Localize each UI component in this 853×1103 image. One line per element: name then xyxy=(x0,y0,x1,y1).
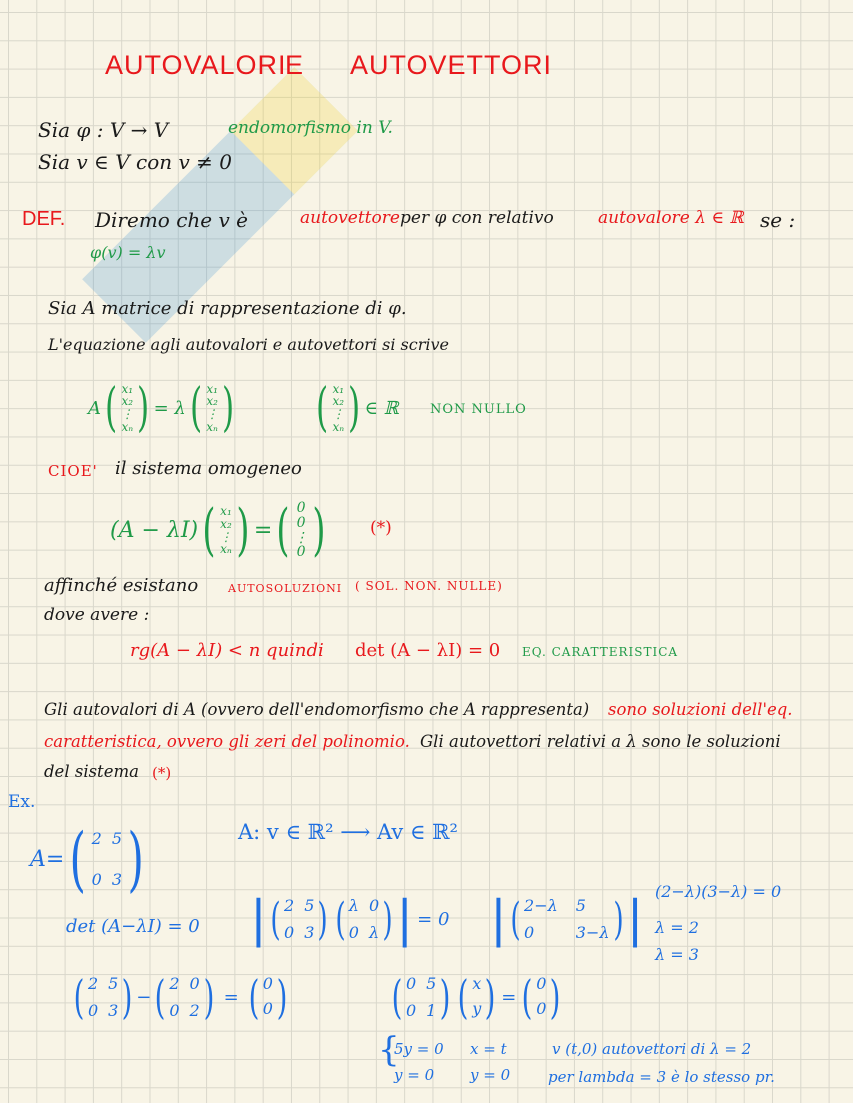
def-se: se : xyxy=(760,208,796,232)
sol-non-nulle: ( SOL. NON. NULLE) xyxy=(355,579,503,593)
system-eq-1: 5y = 0 xyxy=(394,1040,444,1058)
linear-map: A: v ∈ ℝ² ⟶ Av ∈ ℝ² xyxy=(238,820,458,844)
det-equation: det (A−λI) = 0 xyxy=(66,916,200,937)
affinche-text: affinché esistano xyxy=(44,575,199,596)
matrix-line1: Sia A matrice di rappresentazione di φ. xyxy=(48,298,407,319)
rank-condition: rg(A − λI) < n quindi xyxy=(130,640,324,661)
eq-lambda: = λ xyxy=(153,397,186,419)
system-text: il sistema omogeneo xyxy=(115,458,302,479)
para-f: (*) xyxy=(152,764,172,782)
non-nullo: NON NULLO xyxy=(430,402,527,417)
system-brace: { xyxy=(378,1030,400,1070)
solution-y: y = 0 xyxy=(470,1066,511,1084)
subtraction-equation: ( 2 5 0 3 ) − ( 2 0 0 2 ) = ( 0 0 ) xyxy=(73,970,288,1024)
matrix-a: A= ( 2 5 0 3 ) xyxy=(30,818,144,900)
intro-line2: Sia v ∈ V con v ≠ 0 xyxy=(38,150,232,174)
intro-endomorfismo: endomorfismo in V. xyxy=(228,118,393,138)
solution-x: x = t xyxy=(470,1040,507,1058)
example-label: Ex. xyxy=(8,792,36,812)
system-eq-2: y = 0 xyxy=(394,1066,435,1084)
null-space-equation: ( 0 5 0 1 ) ( x y ) = ( 0 0 ) xyxy=(391,970,561,1024)
lambda3-note: per lambda = 3 è lo stesso pr. xyxy=(548,1068,775,1086)
title-autovettori: AUTOVETTORI xyxy=(350,50,553,80)
para-e: del sistema xyxy=(44,762,139,781)
intro-line1: Sia φ : V → V xyxy=(38,118,169,142)
homogeneous-system: (A − λI) ( x₁ x₂ ⋮ xₙ ) = ( 0 0 ⋮ 0 ) xyxy=(110,498,326,563)
det-condition: det (A − λI) = 0 xyxy=(355,640,501,661)
det-matrix-product: | ( 2 5 0 3 ) ( λ 0 0 λ ) | = 0 xyxy=(250,890,450,948)
star-label: (*) xyxy=(370,518,392,538)
title-e: E xyxy=(285,50,305,80)
dove-avere: dove avere : xyxy=(44,605,150,625)
def-autovalore: autovalore λ ∈ ℝ xyxy=(598,208,744,228)
para-b: sono soluzioni dell'eq. xyxy=(608,700,793,719)
def-text-a: Diremo che v è xyxy=(95,208,248,232)
para-c: caratteristica, ovvero gli zeri del polinomio. xyxy=(44,732,410,751)
def-autovettore: autovettore xyxy=(300,208,400,228)
eigenvalue-1: λ = 2 xyxy=(655,918,699,937)
def-label: DEF. xyxy=(22,208,66,230)
vector-x: x₁ x₂ ⋮ xₙ xyxy=(121,381,134,434)
def-formula: φ(v) = λv xyxy=(90,243,166,262)
para-d: Gli autovettori relativi a λ sono le soluzioni xyxy=(420,732,781,751)
title-autovalori: AUTOVALORI xyxy=(105,50,287,80)
eq-a: A xyxy=(88,397,101,419)
eigenvector-result: v (t,0) autovettori di λ = 2 xyxy=(552,1040,752,1058)
def-text-c: per φ con relativo xyxy=(400,208,554,228)
det-matrix-lambda: | ( 2−λ 5 0 3−λ ) | xyxy=(490,890,644,948)
matrix-line2: L'equazione agli autovalori e autovettori si scrive xyxy=(48,335,449,354)
eq-caratteristica: EQ. CARATTERISTICA xyxy=(522,645,679,659)
eigenvalue-2: λ = 3 xyxy=(655,945,699,964)
para-a: Gli autovalori di A (ovvero dell'endomorfismo che A rappresenta) xyxy=(44,700,590,719)
vector-nonnull: ( x₁ x₂ ⋮ xₙ ) ∈ ℝ xyxy=(316,378,399,438)
eigen-equation: A ( x₁ x₂ ⋮ xₙ ) = λ ( x₁ x₂ ⋮ xₙ ) xyxy=(88,378,235,438)
watermark-logo xyxy=(50,40,390,370)
char-polynomial: (2−λ)(3−λ) = 0 xyxy=(655,882,782,901)
cioe-label: CIOE' xyxy=(48,462,98,480)
autosoluzioni: AUTOSOLUZIONI xyxy=(228,582,343,595)
